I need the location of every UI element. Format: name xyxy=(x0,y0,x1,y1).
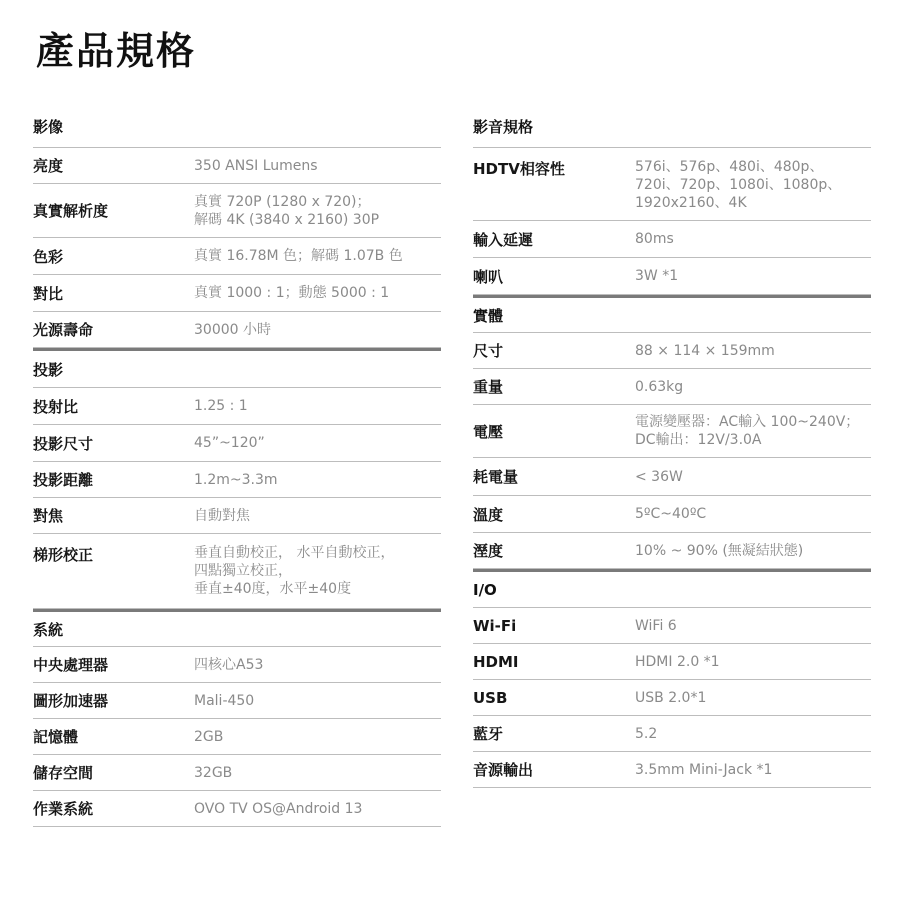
section-header-physical: 實體 xyxy=(473,295,871,333)
spec-value: 電源變壓器：AC輸入 100~240V； DC輸出：12V/3.0A xyxy=(635,414,860,448)
spec-value: 2GB xyxy=(194,728,224,745)
spec-label: 投影尺寸 xyxy=(33,434,94,453)
spec-label: 音源輸出 xyxy=(473,761,534,779)
left-spec-column xyxy=(33,106,441,827)
spec-row-cpu xyxy=(33,647,441,683)
section-header-av: 影音規格 xyxy=(473,106,871,148)
spec-value: 真實 720P (1280 x 720)； 解碼 4K (3840 x 2160) 30P xyxy=(194,193,380,228)
spec-row-weight xyxy=(473,369,871,405)
spec-label: 光源壽命 xyxy=(33,321,94,339)
spec-value: WiFi 6 xyxy=(635,617,677,634)
spec-row-storage xyxy=(33,755,441,791)
spec-label: 圖形加速器 xyxy=(33,692,109,710)
spec-label: 儲存空間 xyxy=(33,764,94,782)
spec-row-throw-ratio xyxy=(33,388,441,425)
spec-value: 45”~120” xyxy=(194,435,265,451)
spec-label: 作業系統 xyxy=(33,800,94,818)
spec-value: 1.2m~3.3m xyxy=(194,471,278,488)
spec-row-screen-size xyxy=(33,425,441,462)
spec-value: 30000 小時 xyxy=(194,321,271,338)
spec-row-usb xyxy=(473,680,871,716)
section-header-system: 系統 xyxy=(33,609,441,647)
spec-label: Wi-Fi xyxy=(473,616,517,635)
spec-value: HDMI 2.0 *1 xyxy=(635,653,720,670)
section-header-image: 影像 xyxy=(33,106,441,148)
spec-row-lamp-life xyxy=(33,312,441,348)
spec-row-bluetooth xyxy=(473,716,871,752)
spec-value: 1.25 : 1 xyxy=(194,398,248,414)
spec-value: 真實 1000 : 1；動態 5000 : 1 xyxy=(194,285,390,301)
spec-value: 3.5mm Mini-Jack *1 xyxy=(635,761,773,778)
spec-value: 0.63kg xyxy=(635,378,684,395)
spec-value: OVO TV OS@Android 13 xyxy=(194,800,363,817)
spec-label: 梯形校正 xyxy=(33,546,94,564)
spec-value: 576i、576p、480i、480p、 720i、720p、1080i、1080p、 1920x2160、4K xyxy=(635,159,842,211)
spec-label: 對比 xyxy=(33,284,64,303)
spec-row-os xyxy=(33,791,441,827)
section-header-projection: 投影 xyxy=(33,348,441,388)
spec-label: 色彩 xyxy=(33,247,64,266)
spec-label: 亮度 xyxy=(33,157,64,175)
spec-row-temperature xyxy=(473,496,871,533)
spec-value: < 36W xyxy=(635,468,683,485)
spec-label: 中央處理器 xyxy=(33,656,109,674)
spec-value: 5ºC~40ºC xyxy=(635,506,707,522)
spec-label: 投射比 xyxy=(33,397,79,416)
spec-value: 88 × 114 × 159mm xyxy=(635,342,775,359)
spec-row-voltage xyxy=(473,405,871,458)
spec-row-focus xyxy=(33,498,441,534)
spec-label: 電壓 xyxy=(473,422,504,441)
spec-row-resolution xyxy=(33,184,441,238)
spec-value: 32GB xyxy=(194,764,233,781)
right-spec-column xyxy=(473,106,871,788)
spec-label: 真實解析度 xyxy=(33,202,109,220)
spec-row-keystone xyxy=(33,534,441,609)
spec-value: 自動對焦 xyxy=(194,507,250,524)
spec-value: USB 2.0*1 xyxy=(635,689,707,706)
spec-row-speaker xyxy=(473,258,871,295)
page-title: 產品規格 xyxy=(36,29,197,73)
spec-row-memory xyxy=(33,719,441,755)
spec-label: 尺寸 xyxy=(473,342,504,360)
spec-row-hdtv xyxy=(473,148,871,221)
spec-row-input-lag xyxy=(473,221,871,258)
spec-label: 喇叭 xyxy=(473,267,504,286)
spec-row-dimensions xyxy=(473,333,871,369)
spec-label: 耗電量 xyxy=(473,468,519,486)
section-header-io: I/O xyxy=(473,569,871,608)
spec-value: 5.2 xyxy=(635,725,658,742)
spec-value: Mali-450 xyxy=(194,692,255,709)
spec-row-hdmi xyxy=(473,644,871,680)
spec-row-color xyxy=(33,238,441,275)
spec-value: 3W *1 xyxy=(635,268,679,284)
spec-label: 溫度 xyxy=(473,505,504,524)
spec-row-humidity xyxy=(473,533,871,569)
spec-value: 真實 16.78M 色；解碼 1.07B 色 xyxy=(194,248,403,264)
spec-value: 80ms xyxy=(635,231,674,247)
spec-label: 溼度 xyxy=(473,542,504,560)
spec-value: 350 ANSI Lumens xyxy=(194,157,318,174)
spec-row-gpu xyxy=(33,683,441,719)
spec-value: 四核心A53 xyxy=(194,656,264,673)
spec-label: HDMI xyxy=(473,652,519,671)
spec-value: 10% ~ 90% (無凝結狀態) xyxy=(635,542,804,559)
spec-row-throw-distance xyxy=(33,462,441,498)
spec-value: 垂直自動校正， 水平自動校正， 四點獨立校正， 垂直±40度，水平±40度 xyxy=(194,545,395,597)
spec-label: 輸入延遲 xyxy=(473,230,534,249)
spec-row-audio-out xyxy=(473,752,871,788)
spec-row-power xyxy=(473,458,871,496)
spec-label: 藍牙 xyxy=(473,725,504,743)
spec-label: 記憶體 xyxy=(33,728,79,746)
spec-row-wifi xyxy=(473,608,871,644)
spec-label: 投影距離 xyxy=(33,471,94,489)
spec-label: HDTV相容性 xyxy=(473,160,565,178)
spec-row-contrast xyxy=(33,275,441,312)
spec-label: USB xyxy=(473,688,508,707)
spec-label: 重量 xyxy=(473,378,504,396)
spec-row-brightness xyxy=(33,148,441,184)
spec-label: 對焦 xyxy=(33,507,64,525)
